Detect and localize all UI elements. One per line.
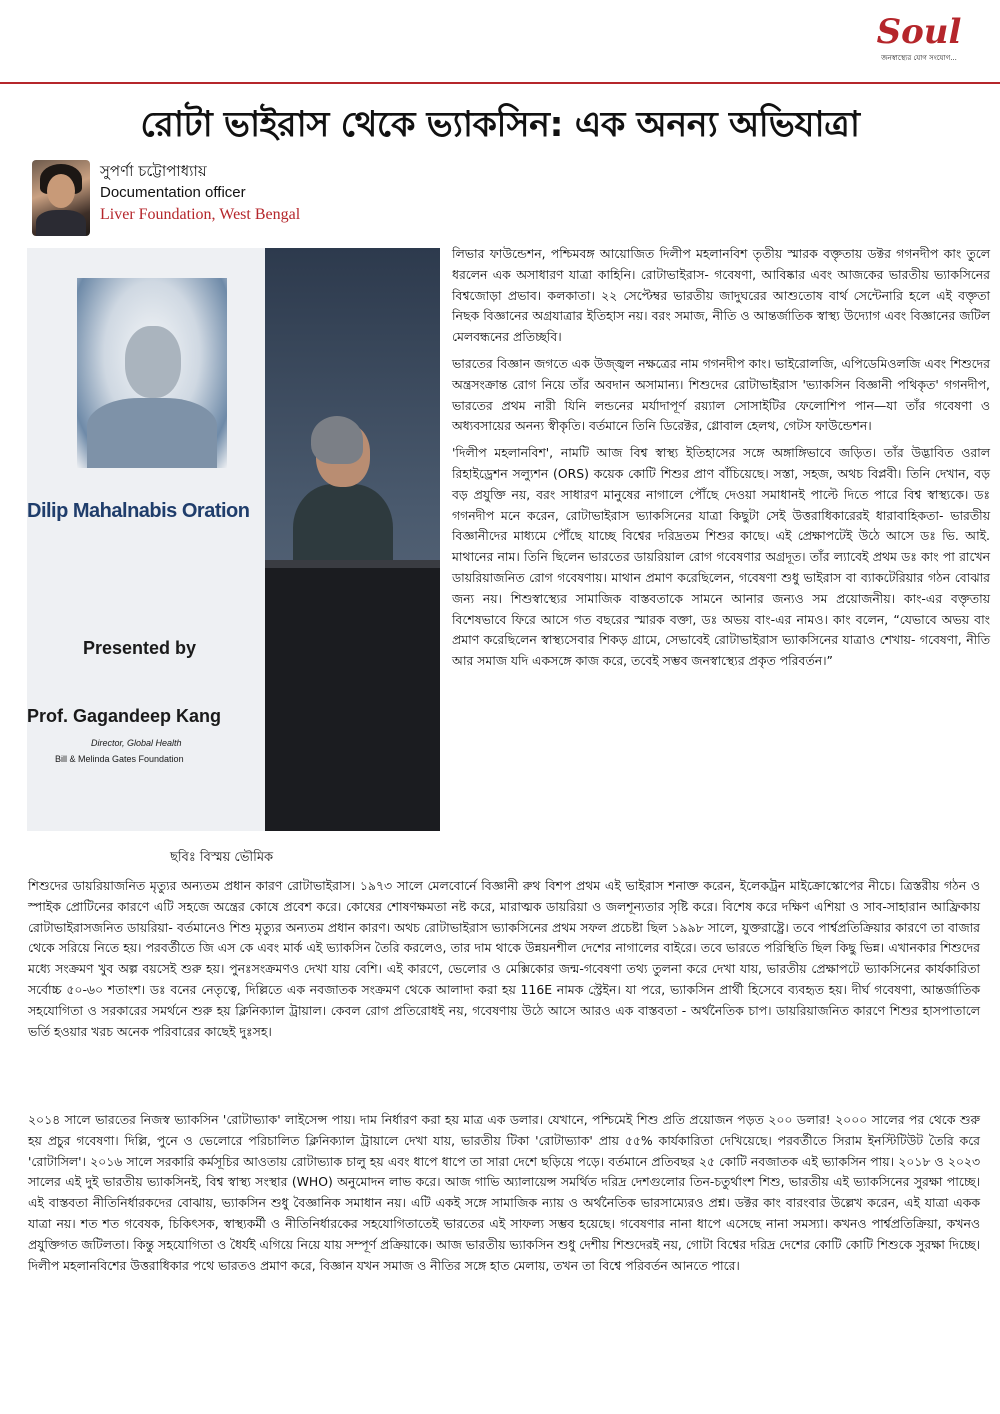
author-avatar [32,160,90,236]
banner-speaker-title: Director, Global Health [91,738,182,748]
paragraph-kang: ভারতের বিজ্ঞান জগতে এক উজ্জ্বল নক্ষত্রের নাম গগনদীপ কাং। ভাইরোলজি, এপিডেমিওলজি এবং শিশুদের অন্ত্রসংক্রান্ত রোগ নিয়ে তাঁর অবদান অসামান্য। শিশুদের রোটাভাইরাস 'ভ্যাকসিন বিজ্ঞানী পথিকৃত' গগনদীপ, ভারতের প্রথম নারী যিনি লন্ডনের মর্যাদাপূর্ণ রয়্যাল সোসাইটির ফেলোশিপ পান—যা তাঁর গবেষণা ও অধ্যবসায়ের অনন্য স্বীকৃতি। বর্তমানে তিনি ডিরেক্টর, গ্লোবাল হেলথ, গেটস ফাউন্ডেশন। [452,355,990,434]
author-role: Documentation officer [100,184,246,201]
author-organization: Liver Foundation, West Bengal [100,206,301,223]
brand-block [874,14,964,64]
banner-presented-by: Presented by [83,638,197,658]
photo-caption: ছবিঃ বিস্ময় ভৌমিক [170,850,274,865]
author-name: সুপর্ণা চট্টোপাধ্যায় [100,162,207,180]
brand-logo: Soul [876,12,962,52]
author-details [100,160,300,226]
header-divider [0,82,1000,84]
paragraph-intro: লিভার ফাউন্ডেশন, পশ্চিমবঙ্গ আয়োজিত দিলীপ মহলানবিশ তৃতীয় স্মারক বক্তৃতায় ডক্টর গগনদীপ কাং তুলে ধরলেন এক অসাধারণ যাত্রা কাহিনি। রোটাভাইরাস- গবেষণা, আবিষ্কার এবং আজকের ভারতীয় ভ্যাকসিনের বিশ্বজোড়া প্রভাব। কলকাতা। ২২ সেপ্টেম্বর ভারতীয় জাদুঘরের আশুতোষ বার্থ সেন্টেনারি হলে এই বক্তৃতা নিছক বিজ্ঞানের অগ্রযাত্রার ইতিহাস নয়। বরং সমাজ, নীতি ও আন্তর্জাতিক স্বাস্থ্য উদ্যোগ এবং বিজ্ঞানের জটিল মেলবন্ধনের প্রতিচ্ছবি। [452,246,990,345]
paragraph-rotavirus: শিশুদের ডায়রিয়াজনিত মৃত্যুর অন্যতম প্রধান কারণ রোটাভাইরাস। ১৯৭৩ সালে মেলবোর্নে বিজ্ঞানী রুথ বিশপ প্রথম এই ভাইরাস শনাক্ত করেন, ইলেকট্রন মাইক্রোস্কোপের নীচে। ত্রিস্তরীয় গঠন ও স্পাইক প্রোটিনের কারণে এটি সহজে অন্ত্রের কোষে প্রবেশ করে। কোষের শোষণক্ষমতা নষ্ট করে, মারাত্মক ডায়রিয়া ও জলশূন্যতার সৃষ্টি করে। বিশেষ করে দক্ষিণ এশিয়া ও সাব-সাহারান আফ্রিকায় রোটাভাইরাসজনিত ডায়রিয়া- বর্তমানেও শিশু মৃত্যুর অন্যতম প্রধান কারণ। অথচ রোটাভাইরাস ভ্যাকসিনের প্রথম সফল প্রচেষ্টা ছিল ১৯৯৮ সালে, যুক্তরাষ্ট্রে। তবে পার্শ্বপ্রতিক্রিয়ার কারণে তা বাজার থেকে সরিয়ে নিতে হয়। পরবর্তীতে জি এস কে এবং মার্ক এই ভ্যাকসিন তৈরি করলেও, তার দাম থাকে উন্নয়নশীল দেশের নাগালের বাইরে। তবে ভারতে পরিস্থিতি ছিল কিছু ভিন্ন। এখানকার শিশুদের মধ্যে সংক্রমণ খুব অল্প বয়সেই শুরু হয়। পুনঃসংক্রমণও দেখা যায় বেশি। এই কারণে, ভেলোর ও মেক্সিকোর জন্ম-গবেষণা তথ্য তুলনা করে দেখা যায়, ভারতীয় প্রেক্ষাপটে ভ্যাকসিনের কার্যকারিতা সর্বোচ্চ ৫০-৬০ শতাংশ। ডঃ বনের নেতৃত্বে, দিল্লিতে এক নবজাতক সংক্রমণ থেকে আলাদা করা হয় 116E নামক স্ট্রেইন। যা পরে, ভ্যাকসিন প্রার্থী হিসেবে ব্যবহৃত হয়। দীর্ঘ গবেষণা, আন্তর্জাতিক সহযোগিতা ও সরকারের সমর্থনে শুরু হয় ক্লিনিক্যাল ট্রায়াল। কেবল রোগ প্রতিরোধই নয়, গবেষণায় উঠে আসে আরও এক বাস্তবতা - অর্থনৈতিক চাপ। ডায়রিয়াজনিত কারণে শিশুর হাসপাতালে ভর্তি হওয়ার খরচ অনেক পরিবারের কাছেই দুঃসহ। [28,878,980,1039]
oration-banner [27,248,265,831]
paragraph-rotavac: ২০১৪ সালে ভারতের নিজস্ব ভ্যাকসিন 'রোটাভ্যাক' লাইসেন্স পায়। দাম নির্ধারণ করা হয় মাত্র এক ডলার। যেখানে, পশ্চিমেই শিশু প্রতি প্রয়োজন পড়ত ২০০ ডলার! ২০০০ সালের পর থেকে শুরু হয় প্রচুর গবেষণা। দিল্লি, পুনে ও ভেলোরে পরিচালিত ক্লিনিক্যাল ট্রায়ালে দেখা যায়, ভারতীয় টিকা 'রোটাভ্যাক' প্রায় ৫৫% কার্যকারিতা দেখিয়েছে। পরবর্তীতে সিরাম ইনস্টিটিউট তৈরি করে 'রোটাসিল'। ২০১৬ সালে সরকারি কর্মসূচির আওতায় রোটাভ্যাক চালু হয় এবং ধাপে ধাপে তা সারা দেশে ছড়িয়ে পড়ে। বর্তমানে প্রতিবছর ২৫ কোটি নবজাতক এই ভ্যাকসিন পায়। ২০১৮ ও ২০২৩ সালের এই দুই ভারতীয় ভ্যাকসিনই, বিশ্ব স্বাস্থ্য সংস্থার (WHO) অনুমোদন লাভ করে। আজ গাভি অ্যালায়েন্স সমর্থিত দরিদ্র দেশগুলোর তিন-চতুর্থাংশ শিশু, ভারতীয় এই ভ্যাকসিনের সুরক্ষা পাচ্ছে। এই বাস্তবতা নীতিনির্ধারকদের বোঝায়, ভ্যাকসিন শুধু বৈজ্ঞানিক সমাধান নয়। এটি একই সঙ্গে সামাজিক ন্যায় ও অর্থনৈতিক ভারসাম্যেরও প্রশ্ন। ডক্টর কাং বারংবার উল্লেখ করেন, এই যাত্রা একক যাত্রা নয়। শত শত গবেষক, চিকিৎসক, স্বাস্থ্যকর্মী ও নীতিনির্ধারকের সহযোগিতাতেই ভারতের এই সাফল্য সম্ভব হয়েছে। গবেষণার নানা ধাপে এসেছে নানা সমস্যা। কখনও পার্শ্বপ্রতিক্রিয়া, কখনও প্রযুক্তিগত জটিলতা। কিন্তু সহযোগিতা ও ধৈর্যই এগিয়ে নিয়ে যায় সম্পূর্ণ প্রক্রিয়াকে। আজ ভারতীয় ভ্যাকসিন শুধু দেশীয় শিশুদেরই নয়, গোটা বিশ্বের দরিদ্র দেশের কোটি কোটি শিশুকে সুরক্ষা দিচ্ছে। দিলীপ মহলানবিশের উত্তরাধিকার পথে ভারতও প্রমাণ করে, বিজ্ঞান যখন সমাজ ও নীতির সঙ্গে হাত মেলায়, তখন তা বিশ্বে পরিবর্তন আনতে পারে। [28,1112,980,1273]
podium [265,568,440,831]
right-column [452,244,990,672]
banner-speaker-org: Bill & Melinda Gates Foundation [55,754,184,764]
portrait-image [77,278,227,468]
speaker-hair [311,416,363,464]
brand-tagline: জনস্বাস্থ্যের যোগ সংযোগ... [881,54,957,62]
paragraph-mahalanabis: 'দিলীপ মহলানবিশ', নামটি আজ বিশ্ব স্বাস্থ্য ইতিহাসের সঙ্গে অঙ্গাঙ্গিভাবে জড়িত। তাঁর উদ্ভাবিত ওরাল রিহাইড্রেশন সল্যুশন (ORS) কয়েক কোটি শিশুর প্রাণ বাঁচিয়েছে। সস্তা, সহজ, অথচ বিপ্লবী। তিনি দেখান, বড় বড় প্রযুক্তি নয়, বরং সাধারণ মানুষের নাগালে পৌঁছে দেওয়া সমাধানই পাল্টে দিতে পারে বিশ্ব স্বাস্থ্যকে। ডঃ গগনদীপ মনে করেন, রোটাভাইরাস ভ্যাকসিনের যাত্রা কিছুটা সেই উত্তরাধিকারেরই ধারাবাহিকতা- ভারতীয় বিজ্ঞানীদের মাধ্যমে পৌঁছে যাচ্ছে বিশ্বের দরিদ্রতম শিশুর কাছে। এই প্রেক্ষাপটেই উঠে আসে ডঃ ভি. আই. মাথানের নাম। তিনি ছিলেন ভারতের ডায়রিয়াল রোগ গবেষণার অগ্রদূত। তাঁর ল্যাবেই প্রথম ডঃ কাং পা রাখেন ডায়রিয়াজনিত রোগ গবেষণায়। মাথান প্রমাণ করেছিলেন, গবেষণা শুধু ভাইরাস বা ব্যাকটেরিয়ার গঠন বোঝার জন্য নয়। শিশুস্বাস্থ্যের সামাজিক বাস্তবতাকে সামনে আনার জন্যও সম প্রয়োজনীয়। কাং-এর বক্তৃতায় বিশেষভাবে ফিরে আসে গত বছরের স্মারক বক্তা, ডঃ অভয় বাং-এর নামও। কাং বলেন, “যেভাবে অভয় বাং প্রমাণ করেছিলেন স্বাস্থ্যসেবার শিকড় গ্রামে, সেভাবেই রোটাভাইরাস ভ্যাকসিনের যাত্রাও শেখায়- গবেষণা, নীতি আর সমাজ যদি একসঙ্গে কাজ করে, তবেই সম্ভব জনস্বাস্থ্যের প্রকৃত পরিবর্তন।” [452,445,990,669]
banner-speaker: Prof. Gagandeep Kang [27,706,222,726]
article-title: রোটা ভাইরাস থেকে ভ্যাকসিন: এক অনন্য অভিযাত্রা [140,105,860,145]
event-photo [27,248,440,831]
banner-title: Dilip Mahalnabis Oration [27,500,250,522]
